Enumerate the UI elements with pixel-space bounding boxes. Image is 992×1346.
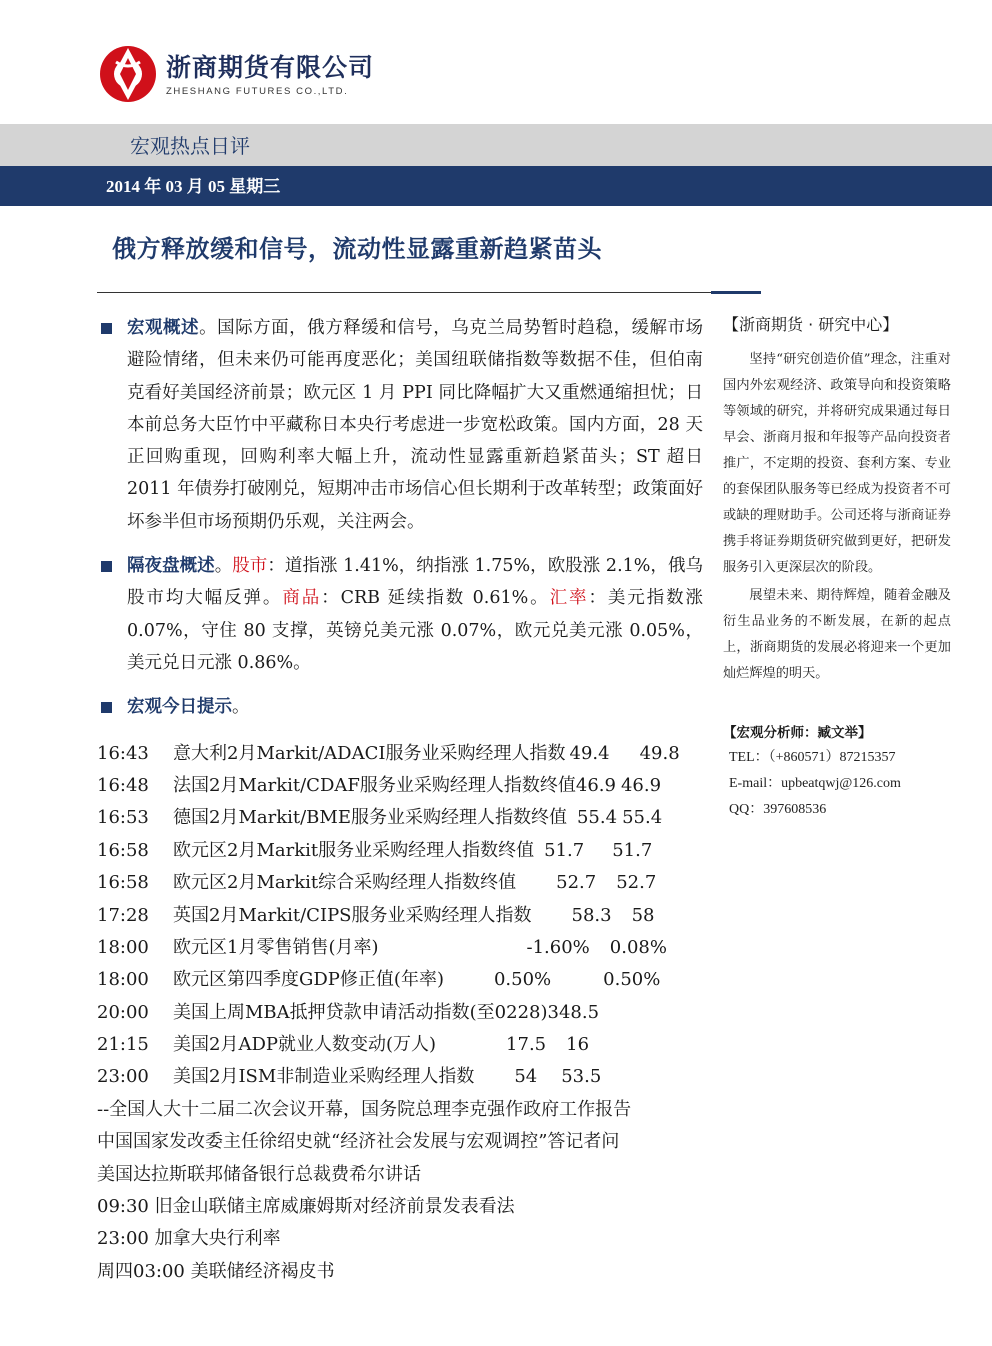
event-time: 16:58 [97,839,149,861]
event-row [97,1061,703,1093]
event-time: 20:00 [97,1001,149,1023]
event-row [97,867,703,899]
event-forecast: 0.08% [609,936,667,958]
event-time: 16:43 [97,742,149,764]
event-forecast: 51.7 [612,839,653,861]
event-time: 21:15 [97,1034,149,1056]
event-list [97,738,703,1289]
event-row [97,1029,703,1061]
event-name: 英国2月Markit/CIPS服务业采购经理人指数 [173,904,532,926]
event-note: 美国达拉斯联邦储备银行总裁费希尔讲话 [97,1163,421,1185]
stocks-text: ：道指涨 1.41%，纳指涨 1.75%，欧股涨 2.1%，俄乌股市均大幅反弹。 [127,556,704,609]
event-forecast: 55.4 [622,807,663,829]
main-column [97,312,703,1288]
overnight-sep: 。 [214,556,233,577]
sidebar-paragraph: 展望未来、期待辉煌，随着金融及衍生品业务的不断发展，在新的起点上，浙商期货的发展必将迎来一个更加灿烂辉煌的明天。 [723,588,951,681]
event-row [97,738,703,770]
event-name: 美国2月ADP就业人数变动(万人) [173,1034,437,1056]
event-row [97,997,703,1029]
fx-label: 汇率 [549,588,589,609]
analyst-email[interactable]: E-mail：upbeatqwj@126.com [729,776,901,791]
event-note: 周四03:00 美联储经济褐皮书 [97,1260,335,1282]
event-time: 18:00 [97,969,149,991]
square-bullet-icon [101,561,112,572]
commodities-label: 商品 [282,588,322,609]
event-name: 美国2月ISM非制造业采购经理人指数 [173,1066,475,1088]
event-name: 德国2月Markit/BME服务业采购经理人指数终值 [173,807,567,829]
event-note: 中国国家发改委主任徐绍史就“经济社会发展与宏观调控”答记者问 [97,1131,620,1153]
event-forecast: 0.50% [603,969,661,991]
report-type: 宏观热点日评 [130,134,250,158]
event-previous: 17.5 [506,1034,547,1056]
analyst-name: 【宏观分析师：臧文举】 [723,725,872,741]
headline: 俄方释放缓和信号，流动性显露重新趋紧苗头 [112,235,602,263]
event-name: 欧元区第四季度GDP修正值(年率) [173,969,444,991]
overnight-paragraph [97,550,703,679]
sidebar-title: 【浙商期货 · 研究中心】 [723,315,899,334]
today-term: 宏观今日提示 [127,697,232,718]
event-time: 17:28 [97,904,149,926]
event-forecast: 46.9 [620,774,662,796]
event-time: 16:53 [97,807,149,829]
today-heading [97,691,703,723]
sidebar [723,312,951,823]
overview-paragraph [97,312,703,538]
event-time: 16:48 [97,774,149,796]
event-previous: 52.7 [556,872,597,894]
event-previous: 348.5 [547,1001,600,1023]
event-previous: 0.50% [493,969,552,991]
event-name: 欧元区2月Markit综合采购经理人指数终值 [173,872,517,894]
event-previous: 49.4 [569,742,610,764]
event-name: 美国上周MBA抵押贷款申请活动指数(至0228) [173,1001,548,1023]
analyst-qq: QQ：397608536 [729,802,827,817]
event-previous: 58.3 [571,904,612,926]
event-forecast: 52.7 [616,872,657,894]
event-row [97,932,703,964]
square-bullet-icon [101,702,112,713]
overnight-term: 隔夜盘概述 [127,556,215,577]
fx-text: ：美元指数涨 0.07%，守住 80 支撑，英镑兑美元涨 0.07%，欧元兑美元涨 0.05%，美元兑日元涨 0.86%。 [127,588,704,673]
event-note: 09:30 旧金山联储主席威廉姆斯对经济前景发表看法 [97,1196,515,1218]
event-time: 18:00 [97,936,149,958]
event-previous: 54 [514,1066,538,1088]
event-forecast: 49.8 [639,742,680,764]
event-previous: -1.60% [526,936,590,958]
event-forecast: 16 [566,1034,590,1056]
event-forecast: 58 [631,904,655,926]
analyst-phone: TEL：（+860571）87215357 [729,750,896,765]
square-bullet-icon [101,323,112,334]
company-logo-icon [98,44,158,104]
event-time: 23:00 [97,1066,149,1088]
event-row [97,835,703,867]
event-forecast: 53.5 [561,1066,602,1088]
stocks-label: 股市 [232,556,268,577]
event-time: 16:58 [97,872,149,894]
company-name: 浙商期货有限公司 [166,53,375,82]
company-name-english: ZHESHANG FUTURES CO.,LTD. [166,86,349,97]
event-row [97,900,703,932]
event-name: 欧元区1月零售销售(月率) [173,936,379,958]
overview-term: 宏观概述 [127,318,200,338]
event-row [97,770,703,802]
commodities-text: ：CRB 延续指数 0.61%。 [321,588,550,609]
event-note: --全国人大十二届二次会议开幕，国务院总理李克强作政府工作报告 [97,1098,632,1120]
event-row [97,964,703,996]
divider [97,292,711,293]
event-note: 23:00 加拿大央行利率 [97,1228,281,1250]
event-name: 法国2月Markit/CDAF服务业采购经理人指数终值 [173,774,576,796]
sidebar-paragraph: 坚持“研究创造价值”理念，注重对国内外宏观经济、政策导向和投资策略等领域的研究，并将研究成果通过每日早会、浙商月报和年报等产品向投资者推广，不定期的投资、套利方案、专业的套保团队服务等已经成为投资者不可或缺的理财助手。公司还将与浙商证券携手将证券期货研究做到更好，把研发服务引入更深层次的阶段。 [723,352,951,575]
report-date: 2014 年 03 月 05 星期三 [106,177,281,196]
overview-text: 。国际方面，俄方释缓和信号，乌克兰局势暂时趋稳，缓解市场避险情绪，但未来仍可能再度恶化；美国纽联储指数等数据不佳，但伯南克看好美国经济前景；欧元区 1 月 PPI 同比降幅扩大又重燃通缩担忧；日本前总务大臣竹中平藏称日本央行考虑进一步宽松政策。国内方面，28 天正回购重现，回购利率大幅上升，流动性显露重新趋紧苗头；ST 超日 2011 年债券打破刚兑，短期冲击市场信心但长期利于改革转型；政策面好坏参半但市场预期仍乐观，关注两会。 [127,318,704,532]
today-sep: 。 [232,697,250,718]
event-previous: 46.9 [575,774,616,796]
event-name: 欧元区2月Markit服务业采购经理人指数终值 [173,839,535,861]
divider-accent [711,291,761,294]
event-previous: 55.4 [576,807,618,829]
event-name: 意大利2月Markit/ADACI服务业采购经理人指数 [173,742,566,764]
event-row [97,802,703,834]
event-previous: 51.7 [544,839,585,861]
